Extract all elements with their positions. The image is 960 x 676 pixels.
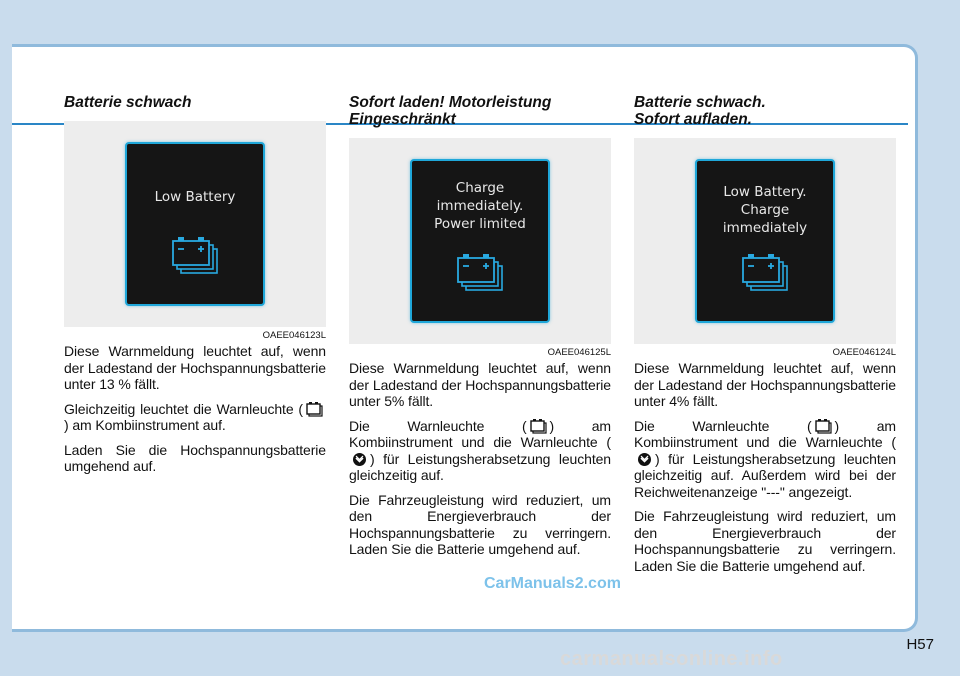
section-body <box>64 343 326 475</box>
paragraph: Die Fahrzeugleistung wird reduziert, um den Energieverbrauch der Hochspannungsbatterie zu verringern. Laden Sie die Batterie umgehend auf. <box>349 491 611 557</box>
battery-warning-icon <box>530 419 547 434</box>
figure-code: OAEE046124L <box>830 347 896 358</box>
battery-warning-icon <box>815 419 832 434</box>
cluster-display <box>410 159 550 323</box>
battery-stack-icon <box>457 253 505 293</box>
paragraph: Laden Sie die Hochspannungsbatterie umgehend auf. <box>64 441 326 474</box>
paragraph: Die Fahrzeugleistung wird reduziert, um den Energieverbrauch der Hochspannungsbatterie zu verringern. Laden Sie die Batterie umgehend auf. <box>634 508 896 574</box>
display-message: Low Battery. Charge immediately <box>722 184 808 236</box>
paragraph: Diese Warnmeldung leuchtet auf, wenn der Ladestand der Hochspannungsbatterie unter 13 % fällt. <box>64 343 326 392</box>
battery-stack-icon <box>742 253 790 293</box>
cluster-figure <box>64 121 326 341</box>
paragraph: Diese Warnmeldung leuchtet auf, wenn der Ladestand der Hochspannungsbatterie unter 4% fällt. <box>634 360 896 409</box>
cluster-display <box>125 142 265 306</box>
cluster-figure <box>349 138 611 358</box>
power-limited-icon <box>637 452 652 467</box>
section-heading: Sofort laden! Motorleistung Eingeschränkt <box>349 94 552 128</box>
power-limited-icon <box>352 452 367 467</box>
watermark-link[interactable]: CarManuals2.com <box>484 575 621 592</box>
cluster-display <box>695 159 835 323</box>
paragraph: Diese Warnmeldung leuchtet auf, wenn der Ladestand der Hochspannungsbatterie unter 5% fällt. <box>349 360 611 409</box>
battery-warning-icon <box>306 402 323 417</box>
paragraph: Die Warnleuchte ( ) am Kombiinstrument und die Warnleuchte () für Leistungsherabsetzung leuchten gleichzeitig auf. Außerdem wird bei der Reichweitenanzeige "---" angezeigt. <box>634 417 896 500</box>
figure-code: OAEE046125L <box>545 347 611 358</box>
figure-code: OAEE046123L <box>260 330 326 341</box>
paragraph: Die Warnleuchte ( ) am Kombiinstrument und die Warnleuchte () für Leistungsherabsetzung leuchten gleichzeitig auf. <box>349 417 611 483</box>
cluster-figure <box>634 138 896 358</box>
site-watermark: carmanualsonline.info <box>560 648 783 670</box>
battery-stack-icon <box>172 236 220 276</box>
page-number: H57 <box>906 636 934 653</box>
section-charge-immediately <box>349 94 611 566</box>
section-heading: Batterie schwach. Sofort aufladen. <box>634 94 766 128</box>
section-body <box>349 360 611 558</box>
section-low-battery <box>64 94 326 483</box>
display-message: Low Battery <box>154 189 236 205</box>
section-low-battery-charge <box>634 94 896 582</box>
section-body <box>634 360 896 574</box>
paragraph: Gleichzeitig leuchtet die Warnleuchte () am Kombiinstrument auf. <box>64 401 326 434</box>
section-heading: Batterie schwach <box>64 94 192 111</box>
display-message: Charge immediately. Power limited <box>434 180 526 232</box>
